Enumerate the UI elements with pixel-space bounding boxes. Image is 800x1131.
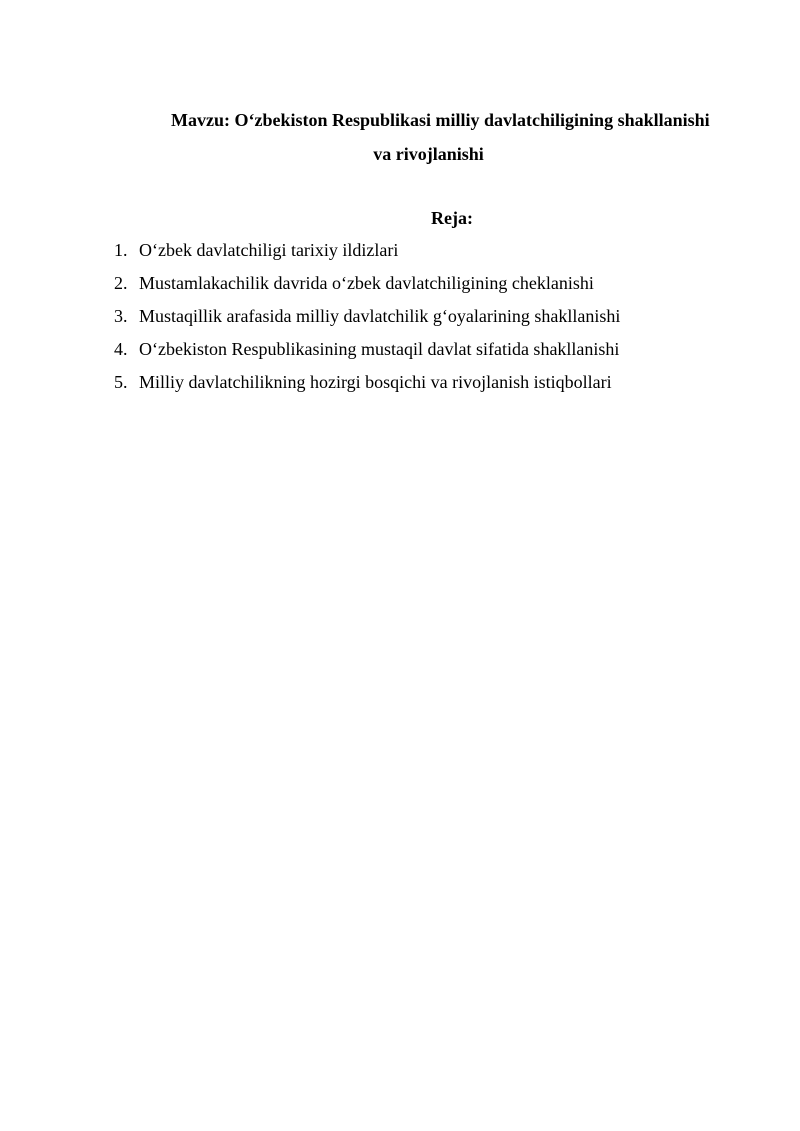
plan-item-text: O‘zbek davlatchiligi tarixiy ildizlari xyxy=(139,240,399,260)
document-title-line2: va rivojlanishi xyxy=(373,144,484,164)
plan-item-number: 5. xyxy=(114,372,128,392)
plan-item xyxy=(114,271,620,304)
plan-item-text: Mustaqillik arafasida milliy davlatchilik g‘oyalarining shakllanishi xyxy=(139,306,621,326)
plan-item-text: O‘zbekiston Respublikasining mustaqil davlat sifatida shakllanishi xyxy=(139,339,620,359)
plan-item-number: 3. xyxy=(114,306,128,326)
document-title-line1: Mavzu: O‘zbekiston Respublikasi milliy davlatchiligining shakllanishi xyxy=(171,110,710,130)
plan-item xyxy=(114,238,620,271)
plan-item-number: 2. xyxy=(114,273,128,293)
plan-list xyxy=(114,238,620,403)
plan-item xyxy=(114,370,620,403)
plan-item-text: Mustamlakachilik davrida o‘zbek davlatchiligining cheklanishi xyxy=(139,273,594,293)
plan-item-number: 1. xyxy=(114,240,128,260)
plan-item-number: 4. xyxy=(114,339,128,359)
plan-item xyxy=(114,304,620,337)
plan-item-text: Milliy davlatchilikning hozirgi bosqichi va rivojlanish istiqbollari xyxy=(139,372,612,392)
plan-item xyxy=(114,337,620,370)
plan-heading: Reja: xyxy=(431,208,473,228)
